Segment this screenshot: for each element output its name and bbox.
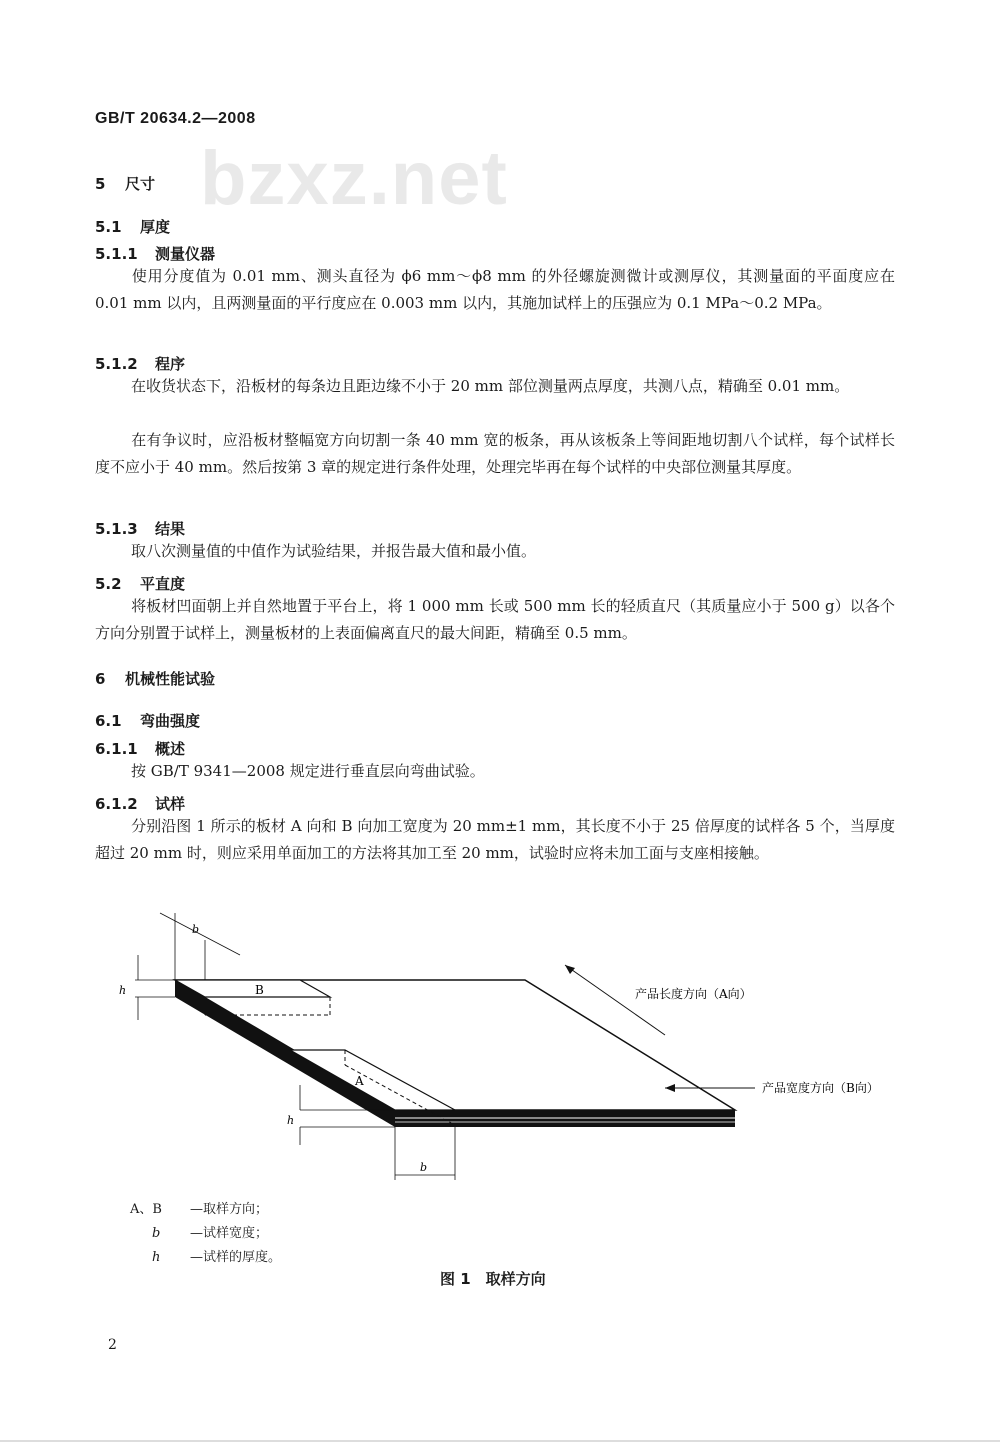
paragraph-text: 使用分度值为 0.01 mm、测头直径为 ϕ6 mm～ϕ8 mm 的外径螺旋测微计或测厚仪，其测量面的平面度应在 0.01 mm 以内，且两测量面的平行度应在 0.003 mm 以内，其施加试样上的压强应为 0.1 MPa～0.2 MPa。 [95,267,895,312]
paragraph-text: 将板材凹面朝上并自然地置于平台上，将 1 000 mm 长或 500 mm 长的轻质直尺（其质量应小于 500 g）以各个方向分别置于试样上，测量板材的上表面偏离直尺的最大间距，精确至 0.5 mm。 [95,597,895,642]
heading-title: 结果 [155,520,186,538]
width-direction-label: 产品宽度方向（B向） [762,1081,879,1095]
heading-title: 机械性能试验 [125,670,216,688]
label-b-bottom: b [420,1161,428,1174]
heading-title: 弯曲强度 [140,712,201,730]
key-description: —取样方向； [190,1202,269,1217]
key-symbol: b [152,1226,161,1241]
standard-number: GB/T 20634.2—2008 [95,110,256,127]
heading-number: 5 [95,175,106,193]
heading-5 [95,173,155,194]
figure-key-row [152,1222,268,1241]
figure-caption: 图 1 取样方向 [440,1270,546,1288]
heading-5-1-2 [95,353,185,374]
key-symbol: h [152,1250,161,1265]
heading-title: 尺寸 [125,175,156,193]
heading-title: 程序 [155,355,186,373]
page-bottom-edge [0,1440,1000,1442]
heading-title: 测量仪器 [155,245,216,263]
heading-number: 6 [95,670,106,688]
label-a-specimen: A [355,1074,364,1088]
heading-number: 5.2 [95,575,122,593]
heading-5-2 [95,573,185,594]
heading-number: 6.1 [95,712,122,730]
heading-title: 试样 [155,795,186,813]
paragraph [95,538,895,565]
paragraph [95,427,895,481]
heading-title: 概述 [155,740,186,758]
paragraph [95,758,895,785]
heading-title: 厚度 [140,218,171,236]
page-number: 2 [108,1337,117,1353]
label-h-left: h [119,984,127,997]
paragraph [95,373,895,400]
heading-number: 5.1.3 [95,520,138,538]
heading-number: 5.1 [95,218,122,236]
key-symbol: A、B [130,1202,162,1217]
heading-number: 6.1.2 [95,795,138,813]
paragraph-text: 在收货状态下，沿板材的每条边且距边缘不小于 20 mm 部位测量两点厚度，共测八点，精确至 0.01 mm。 [131,377,850,395]
heading-5-1-3 [95,518,185,539]
heading-6-1-1 [95,738,185,759]
label-b-top: b [192,923,200,936]
heading-6-1-2 [95,793,185,814]
figure-key-row [152,1246,281,1265]
heading-title: 平直度 [140,575,186,593]
length-direction-label: 产品长度方向（A向） [635,987,752,1001]
paragraph-text: 在有争议时，应沿板材整幅宽方向切割一条 40 mm 宽的板条，再从该板条上等间距地切割八个试样，每个试样长度不应小于 40 mm。然后按第 3 章的规定进行条件处理，处理完毕再在每个试样的中央部位测量其厚度。 [95,431,895,476]
heading-number: 5.1.2 [95,355,138,373]
heading-5-1-1 [95,243,215,264]
key-description: —试样宽度； [190,1226,269,1241]
sampling-direction-figure [0,905,1000,1195]
paragraph-text: 分别沿图 1 所示的板材 A 向和 B 向加工宽度为 20 mm±1 mm，其长度不小于 25 倍厚度的试样各 5 个，当厚度超过 20 mm 时，则应采用单面加工的方法将其加工至 20 mm，试验时应将未加工面与支座相接触。 [95,817,895,862]
paragraph-text: 取八次测量值的中值作为试验结果，并报告最大值和最小值。 [131,542,537,560]
label-h-bottom: h [287,1114,295,1127]
paragraph [95,263,895,317]
paragraph [95,813,895,867]
heading-5-1 [95,216,170,237]
key-description: —试样的厚度。 [190,1250,282,1265]
figure-key-row [130,1198,268,1217]
heading-number: 5.1.1 [95,245,138,263]
heading-number: 6.1.1 [95,740,138,758]
label-b-specimen: B [255,983,264,997]
paragraph-text: 按 GB/T 9341—2008 规定进行垂直层向弯曲试验。 [131,762,485,780]
arrow-head [565,965,575,974]
dim-arrow-line [160,913,240,955]
heading-6 [95,668,215,689]
paragraph [95,593,895,647]
watermark: bzxz.net [200,136,508,221]
heading-6-1 [95,710,200,731]
